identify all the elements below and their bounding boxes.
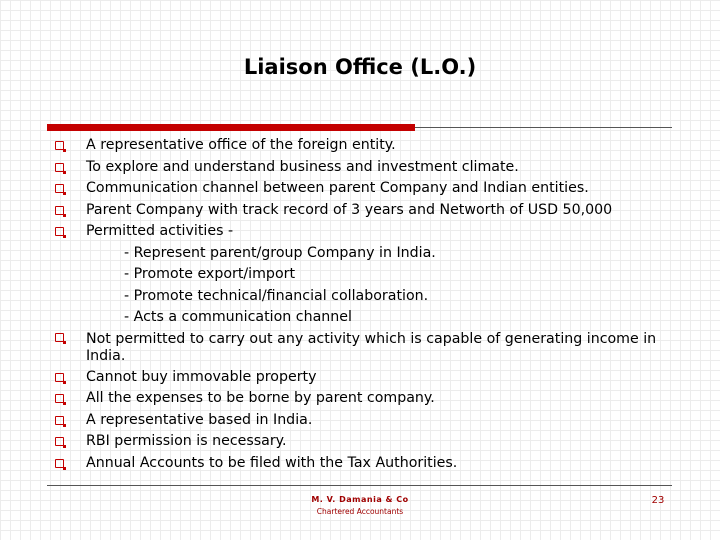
- list-item-text: A representative based in India.: [86, 411, 313, 428]
- bullet-icon: [55, 227, 64, 236]
- list-item: [55, 178, 685, 200]
- list-item: [55, 388, 685, 410]
- bullet-icon: [55, 141, 64, 150]
- sub-item: - Acts a communication channel: [124, 309, 352, 325]
- sub-item: - Represent parent/group Company in India.: [124, 244, 436, 261]
- list-item-text: Cannot buy immovable property: [86, 368, 317, 385]
- bullet-icon: [55, 459, 64, 468]
- list-item: [55, 135, 685, 157]
- list-item: [55, 329, 685, 367]
- bullet-icon: [55, 416, 64, 425]
- list-item: [55, 221, 685, 243]
- bullet-icon: [55, 437, 64, 446]
- list-item: [55, 453, 685, 475]
- slide-title: Liaison Office (L.O.): [243, 55, 477, 79]
- sub-item: - Promote technical/financial collaboration.: [124, 287, 429, 304]
- bullet-icon: [55, 333, 64, 342]
- footer-firm-name: M. V. Damania & Co: [311, 495, 409, 504]
- list-item-text: Permitted activities -: [86, 223, 234, 239]
- list-item-text: A representative office of the foreign entity.: [86, 137, 396, 153]
- bullet-icon: [55, 184, 64, 193]
- list-item: [55, 410, 685, 432]
- bullet-icon: [55, 394, 64, 403]
- footer-firm-subtitle: Chartered Accountants: [316, 507, 404, 516]
- list-item: [55, 367, 685, 389]
- list-item-text: To explore and understand business and investment climate.: [86, 158, 519, 175]
- footer-divider: [47, 485, 672, 486]
- list-item: [55, 200, 685, 222]
- bullet-list: [55, 135, 685, 474]
- bullet-icon: [55, 373, 64, 382]
- list-item: [55, 157, 685, 179]
- list-item-text: Annual Accounts to be filed with the Tax Authorities.: [86, 454, 458, 471]
- list-item-text: Not permitted to carry out any activity which is capable of generating income in India.: [86, 330, 657, 364]
- list-item-text: RBI permission is necessary.: [86, 433, 287, 449]
- bullet-icon: [55, 163, 64, 172]
- list-item-text: Parent Company with track record of 3 years and Networth of USD 50,000: [86, 201, 613, 218]
- bullet-icon: [55, 206, 64, 215]
- page-number: 23: [651, 495, 665, 506]
- list-item-text: All the expenses to be borne by parent company.: [86, 390, 435, 406]
- list-item: [55, 431, 685, 453]
- title-accent-bar: [47, 124, 415, 131]
- list-item-text: Communication channel between parent Company and Indian entities.: [86, 180, 589, 196]
- sub-item: - Promote export/import: [124, 266, 296, 282]
